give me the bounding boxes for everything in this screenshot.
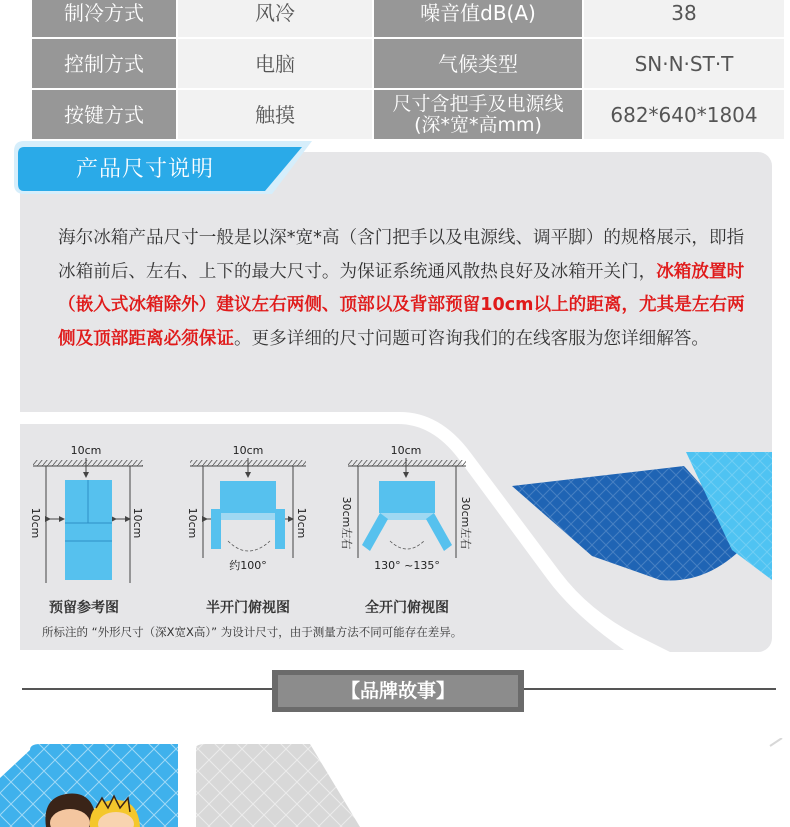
spec-key: 气候类型 xyxy=(373,38,583,89)
brand-story-header: 【品牌故事】 xyxy=(278,675,518,707)
right-door-shape xyxy=(426,513,452,551)
spec-table xyxy=(30,0,786,141)
open-angle-label: 约100° xyxy=(229,559,267,572)
right-clearance-label: 10cm xyxy=(131,507,144,539)
spec-value: SN·N·ST·T xyxy=(583,38,785,89)
left-door-shape xyxy=(362,513,388,551)
right-door-shape xyxy=(275,509,285,549)
spec-key: 噪音值dB(A) xyxy=(373,0,583,38)
reserve-diagram xyxy=(29,444,144,616)
spec-key: 制冷方式 xyxy=(31,0,177,38)
spec-value: 电脑 xyxy=(177,38,373,89)
diagram-caption: 预留参考图 xyxy=(49,600,119,616)
left-clearance-label: 10cm xyxy=(186,507,199,539)
clearance-diagrams xyxy=(18,423,488,653)
spec-key-line: (深*宽*高mm) xyxy=(414,113,542,136)
spec-value: 风冷 xyxy=(177,0,373,38)
top-clearance-label: 10cm xyxy=(70,444,102,457)
right-clearance-label: 30cm左右 xyxy=(459,496,472,550)
section-title: 产品尺寸说明 xyxy=(76,157,215,182)
description-highlight: 冰箱放置时（嵌入式冰箱除外）建议左右两侧、顶部以及背部预留10cm以上的距离，尤其是左右两侧及顶部距离必须保证 xyxy=(58,261,745,349)
spec-row xyxy=(31,89,785,140)
half-open-diagram xyxy=(186,444,308,616)
full-open-diagram xyxy=(340,444,472,616)
left-clearance-label: 30cm左右 xyxy=(340,496,353,550)
spec-key: 控制方式 xyxy=(31,38,177,89)
open-angle-label: 130° ~135° xyxy=(374,559,440,572)
decorative-pattern xyxy=(480,440,780,630)
spec-value: 38 xyxy=(583,0,785,38)
dimension-note: 所标注的 “外形尺寸（深X宽X高）” 为设计尺寸，由于测量方法不同可能存在差异。 xyxy=(42,625,463,639)
description-text: 海尔冰箱产品尺寸一般是以深*宽*高（含门把手以及电源线、调平脚）的规格展示，即指冰箱前后、左右、上下的最大尺寸。为保证系统通风散热良好及冰箱开关门， xyxy=(58,228,745,282)
top-clearance-label: 10cm xyxy=(232,444,264,457)
size-description xyxy=(58,222,748,356)
fridge-body-shape xyxy=(379,481,435,513)
description-text: 。更多详细的尺寸问题可咨询我们的在线客服为您详细解答。 xyxy=(233,328,709,349)
left-clearance-label: 10cm xyxy=(29,507,42,539)
spec-row xyxy=(31,0,785,38)
diagram-caption: 全开门俯视图 xyxy=(365,600,449,616)
spec-row xyxy=(31,38,785,89)
fridge-body-shape xyxy=(220,481,276,513)
top-clearance-label: 10cm xyxy=(390,444,422,457)
right-clearance-label: 10cm xyxy=(295,507,308,539)
diagram-caption: 半开门俯视图 xyxy=(206,600,290,616)
brand-story-artwork xyxy=(0,738,790,827)
spec-value: 触摸 xyxy=(177,89,373,140)
spec-value: 682*640*1804 xyxy=(583,89,785,140)
spec-key xyxy=(373,89,583,140)
left-door-shape xyxy=(211,509,221,549)
spec-key: 按键方式 xyxy=(31,89,177,140)
spec-key-line: 尺寸含把手及电源线 xyxy=(392,92,564,115)
